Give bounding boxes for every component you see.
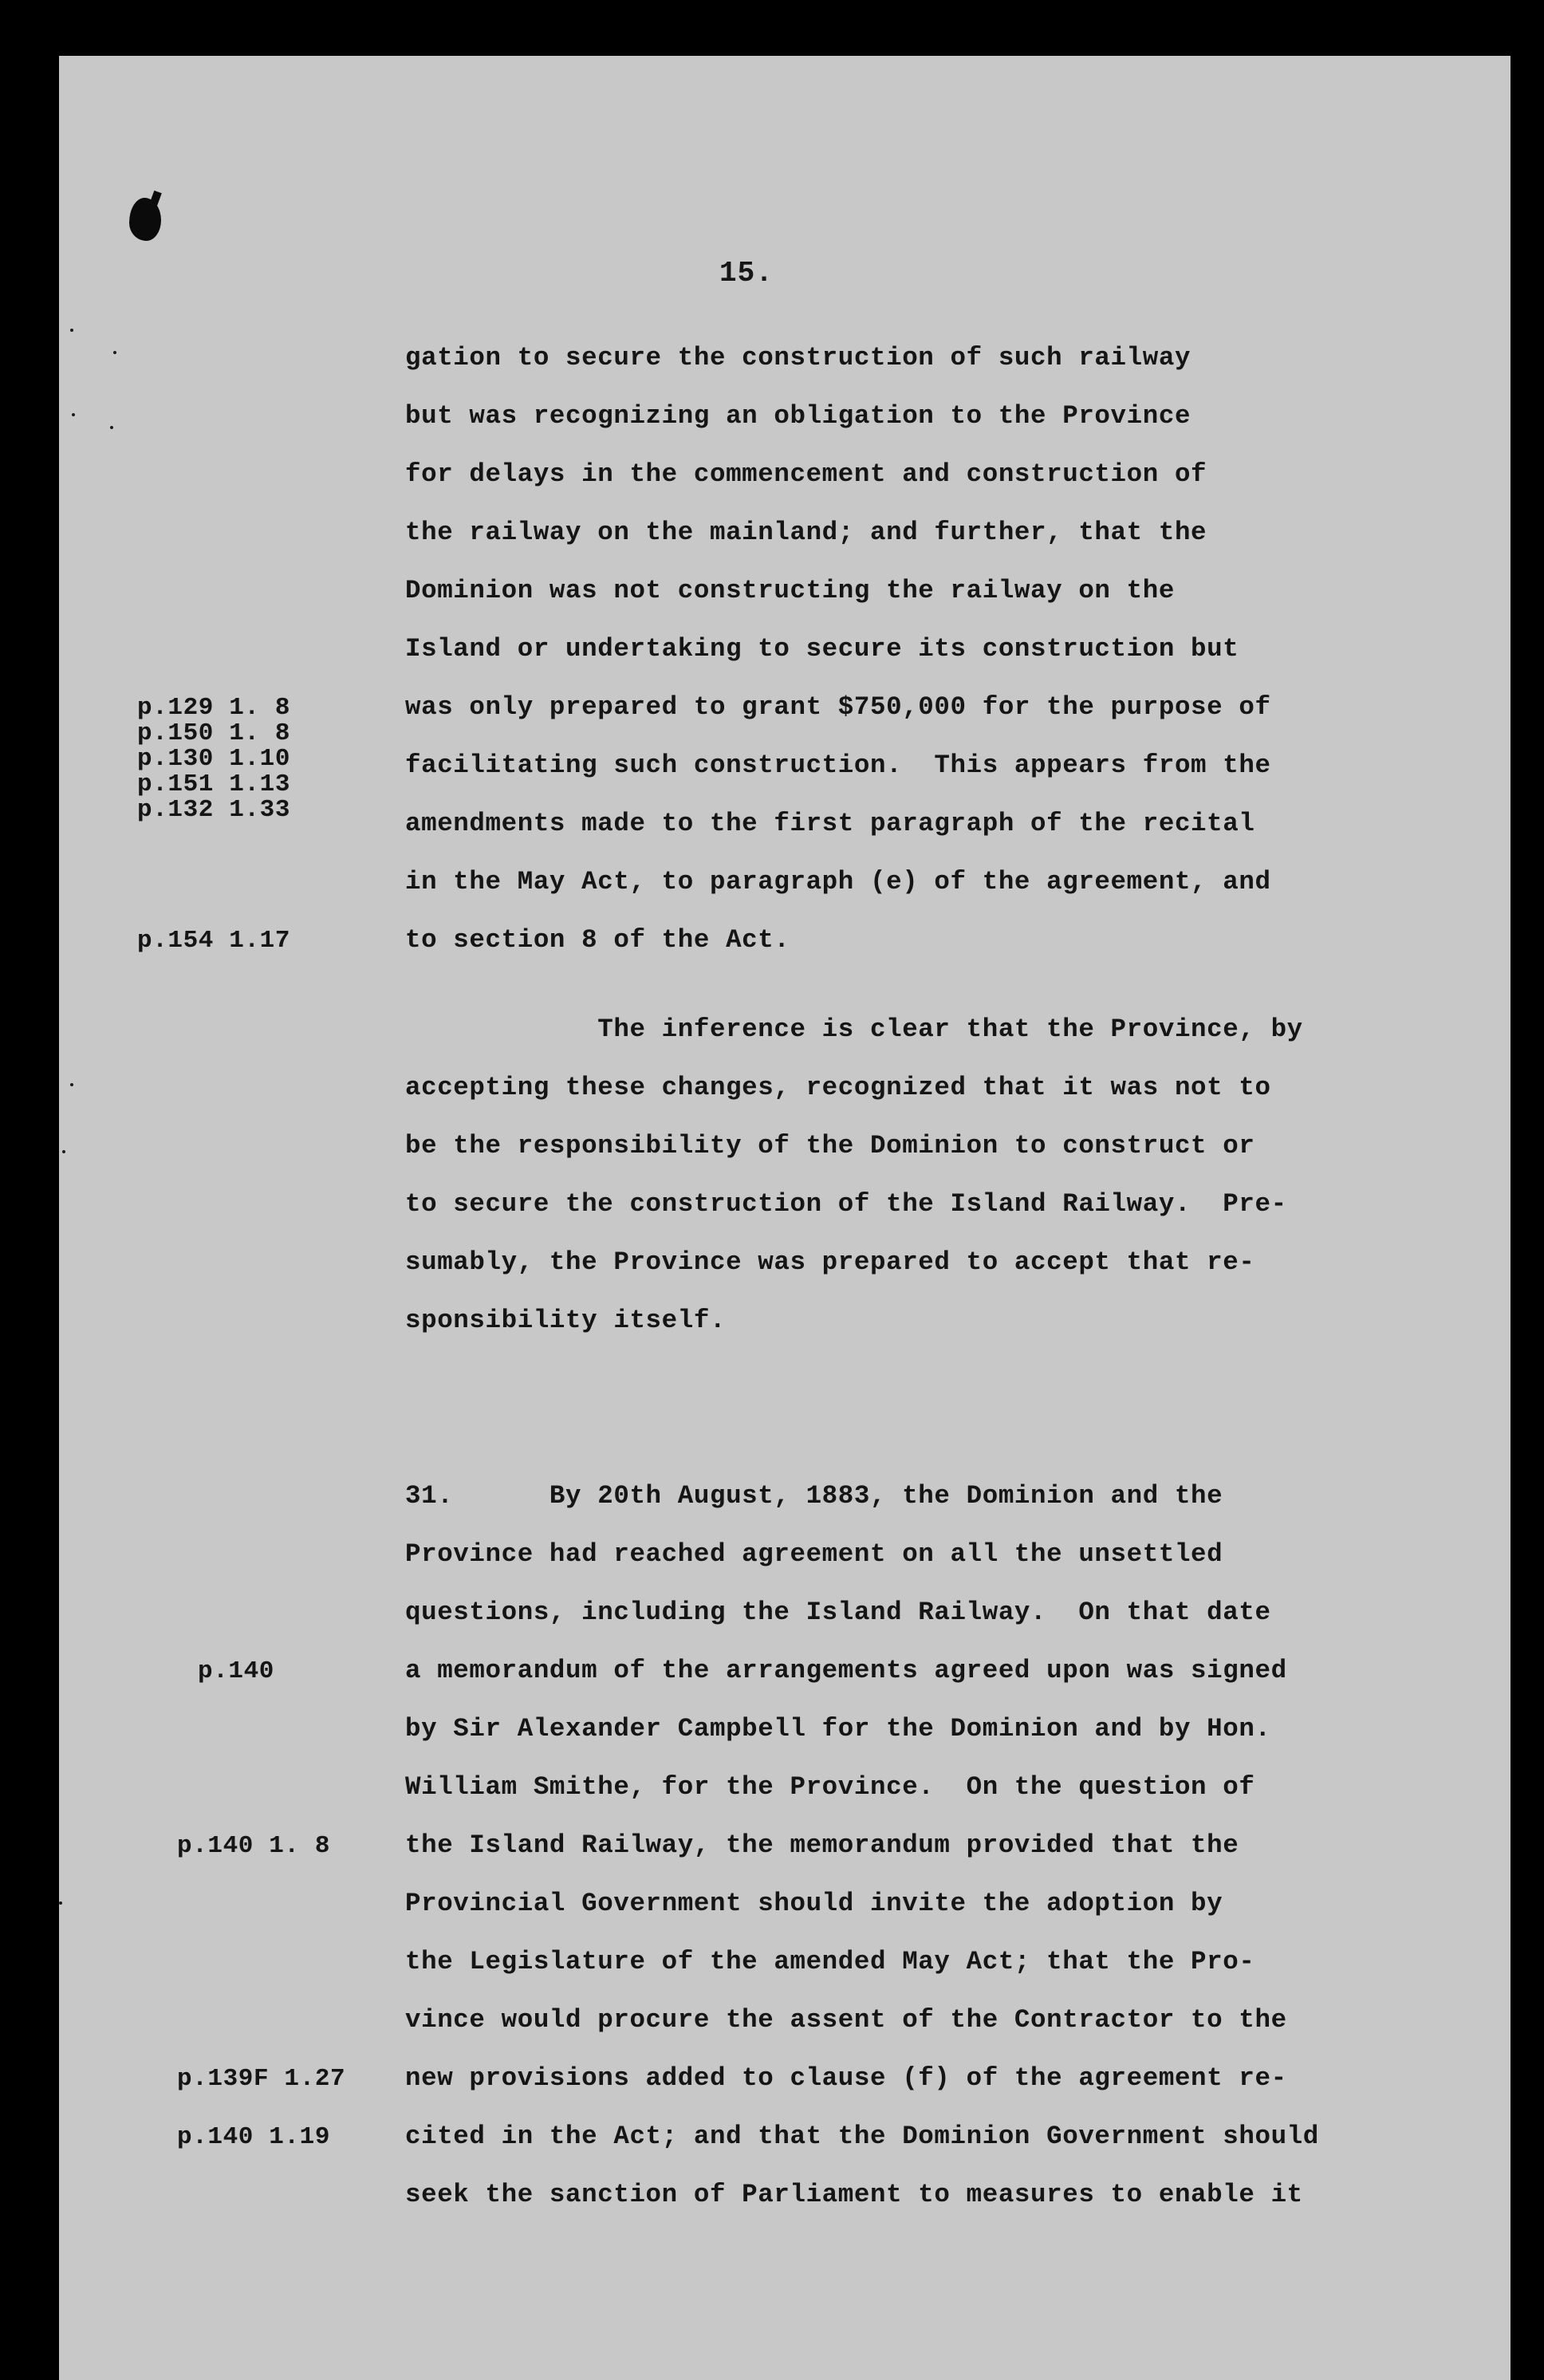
body-line: seek the sanction of Parliament to measures to enable it — [405, 2180, 1303, 2209]
margin-speck — [70, 1083, 73, 1086]
margin-speck — [59, 1901, 62, 1905]
body-line: Province had reached agreement on all the unsettled — [405, 1539, 1223, 1569]
margin-reference: p.140 1. 8 — [177, 1832, 331, 1860]
body-line: vince would procure the assent of the Contractor to the — [405, 2005, 1287, 2035]
body-line: the Legislature of the amended May Act; that the Pro- — [405, 1947, 1255, 1976]
margin-reference: p.140 1.19 — [177, 2123, 331, 2151]
body-line: to section 8 of the Act. — [405, 925, 790, 955]
body-line: new provisions added to clause (f) of the agreement re- — [405, 2063, 1287, 2093]
body-line: but was recognizing an obligation to the Province — [405, 401, 1191, 431]
body-line: a memorandum of the arrangements agreed upon was signed — [405, 1656, 1287, 1685]
margin-reference: p.150 1. 8 — [137, 719, 291, 747]
body-line: the Island Railway, the memorandum provided that the — [405, 1830, 1239, 1860]
margin-speck — [62, 1150, 65, 1153]
margin-reference: p.154 1.17 — [137, 927, 291, 955]
margin-speck — [72, 413, 75, 416]
body-line: sumably, the Province was prepared to accept that re- — [405, 1247, 1255, 1277]
margin-reference: p.139F 1.27 — [177, 2065, 346, 2093]
body-line: the railway on the mainland; and further, that the — [405, 518, 1207, 547]
margin-reference: p.130 1.10 — [137, 745, 291, 773]
margin-speck — [110, 426, 113, 429]
body-line: William Smithe, for the Province. On the question of — [405, 1772, 1255, 1802]
body-line: The inference is clear that the Province, by — [405, 1015, 1303, 1044]
body-line: Provincial Government should invite the adoption by — [405, 1889, 1223, 1918]
body-line: sponsibility itself. — [405, 1306, 727, 1335]
page-number: 15. — [719, 257, 774, 290]
body-line: gation to secure the construction of such railway — [405, 343, 1191, 372]
body-line: cited in the Act; and that the Dominion Government should — [405, 2122, 1319, 2151]
body-line: in the May Act, to paragraph (e) of the agreement, and — [405, 867, 1271, 896]
body-line: to secure the construction of the Island Railway. Pre- — [405, 1189, 1287, 1219]
margin-reference: p.132 1.33 — [137, 796, 291, 824]
margin-reference: p.140 — [198, 1657, 275, 1685]
body-line: Dominion was not constructing the railway on the — [405, 576, 1175, 605]
margin-reference: p.129 1. 8 — [137, 694, 291, 722]
margin-reference: p.151 1.13 — [137, 770, 291, 798]
margin-speck — [113, 351, 116, 354]
body-line: by Sir Alexander Campbell for the Dominion and by Hon. — [405, 1714, 1271, 1744]
body-line: for delays in the commencement and construction of — [405, 459, 1207, 489]
body-line: was only prepared to grant $750,000 for the purpose of — [405, 692, 1271, 722]
body-line: accepting these changes, recognized that it was not to — [405, 1073, 1271, 1102]
body-line: amendments made to the first paragraph of the recital — [405, 809, 1255, 838]
body-line: questions, including the Island Railway. On that date — [405, 1598, 1271, 1627]
body-line: 31. By 20th August, 1883, the Dominion and the — [405, 1481, 1223, 1511]
body-line: Island or undertaking to secure its construction but — [405, 634, 1239, 664]
body-line: be the responsibility of the Dominion to construct or — [405, 1131, 1255, 1160]
body-line: facilitating such construction. This appears from the — [405, 751, 1271, 780]
margin-speck — [70, 329, 73, 332]
